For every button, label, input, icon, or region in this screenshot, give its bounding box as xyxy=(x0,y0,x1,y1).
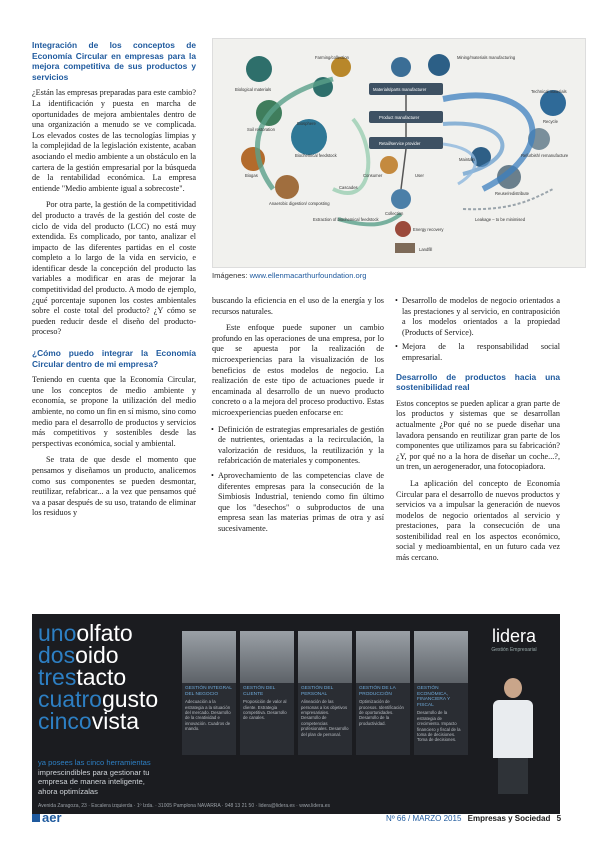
diagram-label: Mining/materials manufacturing xyxy=(457,55,516,60)
caption-prefix: Imágenes: xyxy=(212,271,250,280)
publication-name: Empresas y Sociedad xyxy=(467,814,551,823)
figure-caption xyxy=(212,271,367,280)
diagram-label: Retail/service provider xyxy=(379,141,421,146)
sense-line: cincovista xyxy=(38,708,139,734)
ad-contact-footer: Avenida Zaragoza, 23 · Escalera izquierda · 1º Izda. · 31005 Pamplona NAVARRA · 948 13 21 50 · lidera@lidera.es · www.lidera.es xyxy=(38,803,331,809)
left-column xyxy=(32,40,196,525)
diagram-label: Extraction of biochemical feedstock xyxy=(313,217,379,222)
sense-line: trestacto xyxy=(38,664,127,690)
lidera-logo xyxy=(474,626,554,653)
bullet-item: • Aprovechamiento de las competencias clave de diferentes empresas para la consecución de la Simbiosis Industrial, teniendo como fin último que los "desechos" o subproductos de una empresa sean las materias primas de otra y así sucesivamente. xyxy=(212,471,384,535)
circular-economy-diagram xyxy=(212,38,586,268)
section-heading-integration: Integración de los conceptos de Economía Circular en empresas para la mejora competitiva de sus productos y servicios xyxy=(32,40,196,82)
section-heading-products: Desarrollo de productos hacia una sostenibilidad real xyxy=(396,371,560,393)
tagline-line: imprescindibles para gestionar tu xyxy=(38,767,150,777)
diagram-label: Maintain xyxy=(459,157,475,162)
ear-image xyxy=(240,631,294,683)
ad-tagline xyxy=(38,758,151,796)
diagram-label: Cascades xyxy=(339,185,358,190)
businessman-photo xyxy=(490,678,536,796)
lidera-advertisement xyxy=(32,614,560,814)
senses-list xyxy=(38,622,158,732)
page-footer xyxy=(386,814,561,823)
brand-name: lidera xyxy=(491,626,537,646)
service-tile: GESTIÓN DEL CLIENTE Proposición de valor al cliente. Estrategia competitiva. Desarrollo de canales. xyxy=(240,631,294,755)
diagram-label: Product manufacturer xyxy=(379,115,420,120)
diagram-label: Biosphere xyxy=(297,121,316,126)
diagram-label: Recycle xyxy=(543,119,558,124)
tagline-line: ya posees las cinco herramientas xyxy=(38,758,151,767)
diagram-label: Reuse/redistribute xyxy=(495,191,529,196)
diagram-label: Energy recovery xyxy=(413,227,444,232)
paragraph: Estos conceptos se pueden aplicar a gran parte de los productos y sistemas que se desarrollan actualmente ¿Por qué no se puede diseñar una lavadora pensando en reutilizar gran parte de los componentes que utilizamos para su fabricación? ¿Y, por qué no a la hora de diseñar un coche...?, un tren, un aerogenerador, una fotocopiadora. xyxy=(396,398,560,472)
diagram-label: Collection xyxy=(385,211,404,216)
paragraph: buscando la eficiencia en el uso de la energía y los recursos naturales. xyxy=(212,296,384,316)
tagline-line: ahora optimízalas xyxy=(38,786,98,796)
nose-image xyxy=(182,631,236,683)
bullet-item: • Desarrollo de modelos de negocio orientados a las prestaciones y al servicio, en contraposición a los modelos orientados a la propiedad (Products of Service). xyxy=(396,296,560,338)
tagline-line: empresa de manera inteligente, xyxy=(38,777,145,787)
diagram-label: Refurbish/ remanufacture xyxy=(521,153,569,158)
paragraph: Por otra parte, la gestión de la competitividad del producto a través de la gestión del coste de ciclo de vida del producto (LCC) no está muy extendida. Es complicado, por tanto, analizar el impacto de las diferentes partidas en el coste completo a lo largo de la vida en servicio, e identificar desde la concepción del producto las variables a modificar en aras de mejorar la competitividad del producto. A modo de ejemplo, ¿qué porcentaje suponen los costes ambientales sobre el coste total del producto? ¿Y cómo se pueden reducir desde el diseño del producto-proceso? xyxy=(32,200,196,337)
paragraph: Se trata de que desde el momento que pensamos y diseñamos un producto, analicemos como sus componentes se pueden desmontar, reutilizar, refabricar... a la vez que pensamos qué va a pasar después de su uso, tratando de eliminar los residuos y xyxy=(32,455,196,518)
bullet-item: • Mejora de la responsabilidad social empresarial. xyxy=(396,342,560,363)
aer-logo xyxy=(32,810,62,825)
sense-line: unoolfato xyxy=(38,620,133,646)
service-tile: GESTIÓN ECONÓMICA, FINANCIERA Y FISCAL Desarrollo de la estrategia de crecimiento. Impacto financiero y fiscal de la toma de decisiones. Toma de decisiones. xyxy=(414,631,468,755)
diagram-label: Consumer xyxy=(363,173,383,178)
diagram-label: Technical materials xyxy=(531,89,567,94)
paragraph: La aplicación del concepto de Economía Circular para el desarrollo de nuevos productos y servicios va a impulsar la generación de nuevos modelos de negocio orientados al servicio y prestaciones, para la consecución de una sostenibilidad real en los aspectos económico, social y medioambiental, en un futuro cada vez más cercano. xyxy=(396,478,560,563)
paragraph: Este enfoque puede suponer un cambio profundo en las operaciones de una empresa, por lo que se apuesta por la realización de microexperiencias para la visualización de los beneficios de estos modelos de negocio. La realización de este tipo de actuaciones puede ir encaminada al desarrollo de un nuevo producto concreto o a la mejora del proceso productivo. Estas microexperiencias pueden enfocarse en: xyxy=(212,323,384,417)
aer-logo-text: aer xyxy=(42,810,62,825)
brand-subtitle: Gestión Empresarial xyxy=(491,647,537,653)
page-number: 5 xyxy=(556,814,562,823)
hand-image xyxy=(298,631,352,683)
service-tile: GESTIÓN INTEGRAL DEL NEGOCIO Adecuación a la estrategia a la situación del mercado. Desarrollo de la creatividad e innovación. Cuadros de mando. xyxy=(182,631,236,755)
caption-url[interactable]: www.ellenmacarthurfoundation.org xyxy=(249,271,367,280)
mouth-image xyxy=(356,631,410,683)
diagram-label: Soil restoration xyxy=(247,127,275,132)
section-heading-how: ¿Cómo puedo integrar la Economía Circular dentro de mi empresa? xyxy=(32,348,196,369)
diagram-svg xyxy=(213,39,585,267)
bullet-list xyxy=(212,425,384,535)
bullet-item: • Definición de estrategias empresariales de gestión de nutrientes, orientadas a la recirculación, la valorización de residuos, la reutilización y la refabricación de materiales y componentes. xyxy=(212,425,384,467)
middle-column xyxy=(212,296,384,538)
diagram-label: Anaerobic digestion/ composting xyxy=(269,201,330,206)
paragraph: ¿Están las empresas preparadas para este cambio? La identificación y puesta en marcha de oportunidades de mejora ambientales dentro de una organización a menudo se ve complicada. Los elevados costes de las tecnologías limpias y la complejidad de la legislación existente, acaban asociando el medio ambiente a un obstáculo en la cartera de la gestión empresarial por la búsqueda de la rentabilidad económica. La empresa entiende "Medio ambiente igual a sobrecoste". xyxy=(32,88,196,193)
diagram-label: Biological materials xyxy=(235,87,272,92)
paragraph: Teniendo en cuenta que la Economía Circular, une los conceptos de medio ambiente y economía, se propone la utilización del medio ambiente, no como un fin en sí mismo, sino como medio para el desarrollo de productos y servicios más competitivos y sostenibles desde las perspectivas económica, social y ambiental. xyxy=(32,375,196,448)
diagram-label: Biogas xyxy=(245,173,258,178)
bullet-list xyxy=(396,296,560,364)
diagram-label: User xyxy=(415,173,424,178)
sense-line: cuatrogusto xyxy=(38,686,159,712)
eye-image xyxy=(414,631,468,683)
service-tile: GESTIÓN DE LA PRODUCCIÓN Optimización de procesos. Identificación de oportunidades. Desarrollo de la productividad. xyxy=(356,631,410,755)
issue-label: Nº 66 / MARZO 2015 xyxy=(386,814,462,823)
diagram-label: Landfill xyxy=(419,247,433,252)
aer-logo-mark xyxy=(32,814,40,822)
right-column xyxy=(396,296,560,570)
diagram-label: Materials/parts manufacturer xyxy=(373,87,427,92)
service-tile: GESTIÓN DEL PERSONAL Alineación de las personas a los objetivos empresariales. Desarrollo de competencias profesionales. Desarrollo del plan de personal. xyxy=(298,631,352,755)
diagram-label: Farming/collection xyxy=(315,55,349,60)
diagram-label: Biochemical feedstock xyxy=(295,153,337,158)
diagram-label: Leakage – to be minimised xyxy=(475,217,526,222)
sense-line: dosoido xyxy=(38,642,119,668)
